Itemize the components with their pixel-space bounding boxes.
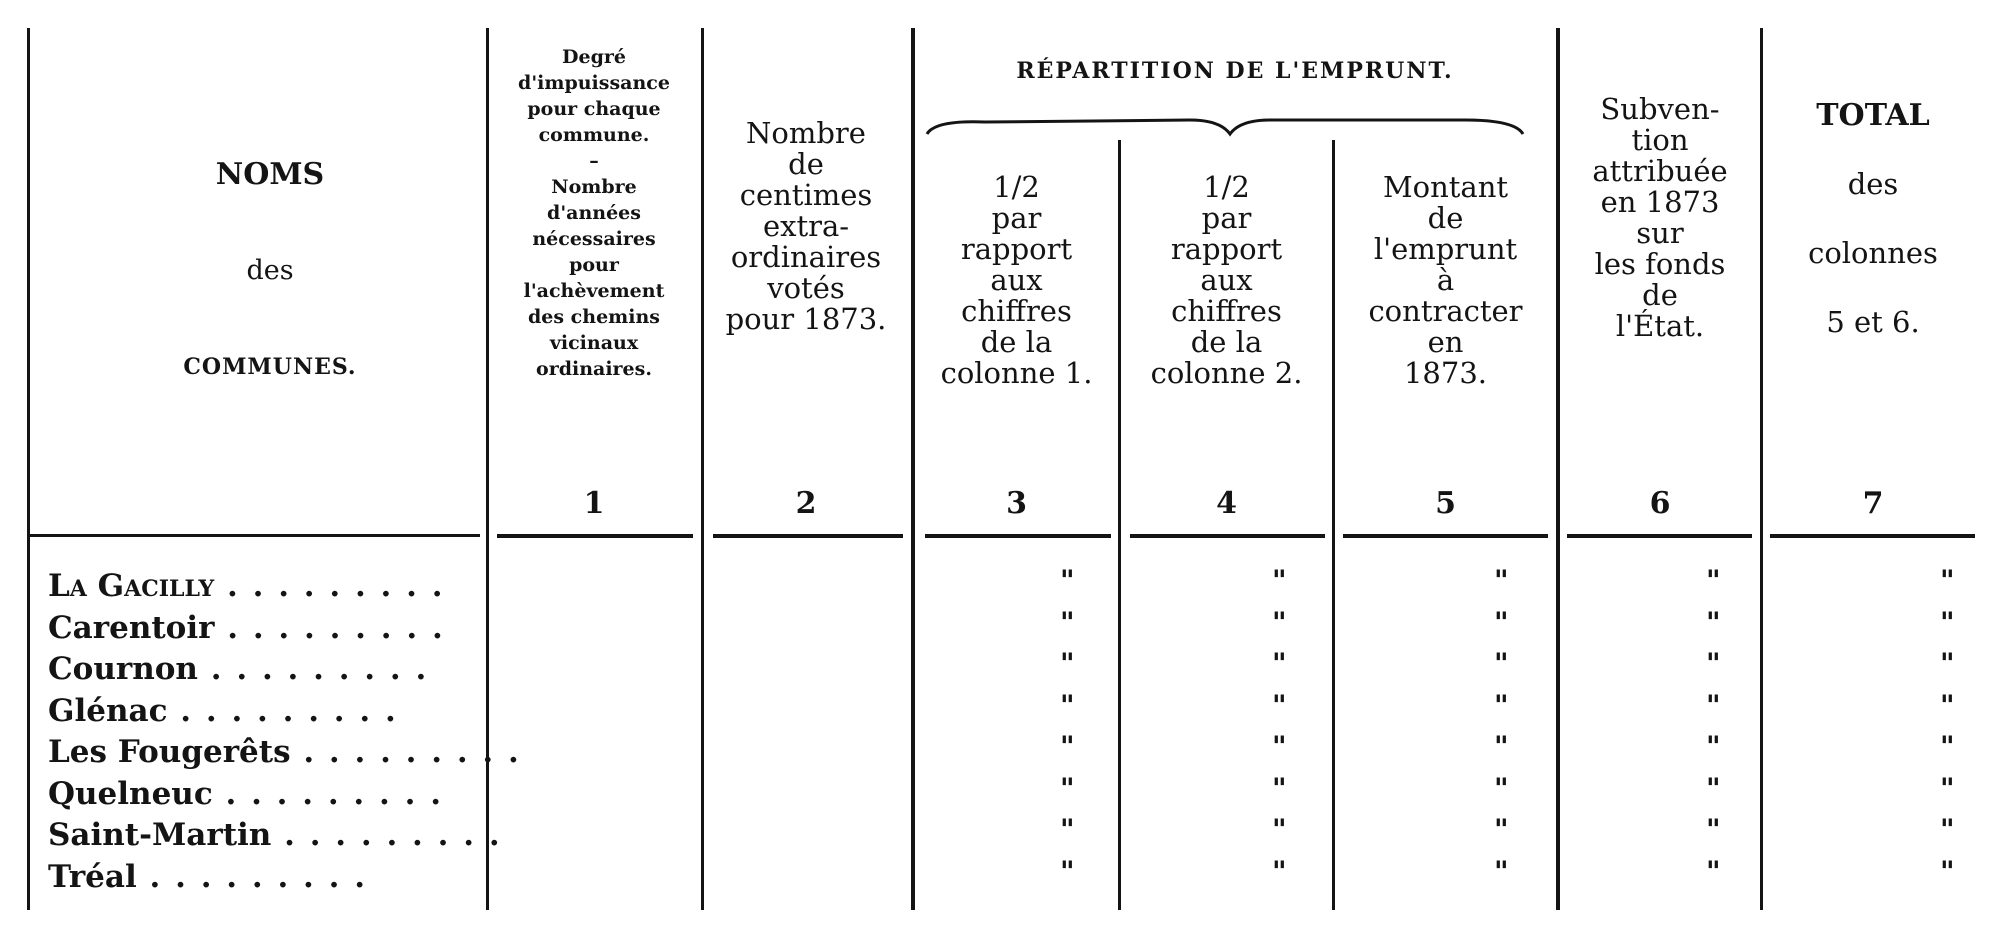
header-noms: [150, 155, 390, 383]
ditto-mark: ": [1706, 605, 1721, 639]
ditto-mark: ": [1060, 730, 1075, 763]
leader-dots: . . . . . . . . .: [214, 568, 445, 604]
header-col6-line: les fonds: [1594, 247, 1726, 281]
ditto-mark: ": [1060, 564, 1075, 597]
ditto-mark: ": [1706, 564, 1721, 597]
header-col4-line: rapport: [1170, 232, 1283, 266]
commune-name-text: Glénac: [48, 692, 168, 729]
header-rule: [1770, 534, 1975, 538]
leader-dots: . . . . . . . . .: [214, 609, 445, 646]
header-col4-line: colonne 2.: [1150, 356, 1303, 390]
column-rule: [486, 28, 489, 910]
ditto-mark: ": [1706, 813, 1721, 846]
column-number: 6: [1649, 486, 1671, 521]
ditto-mark: ": [1272, 813, 1287, 846]
header-col4-line: aux: [1200, 263, 1253, 297]
header-col5-line: de: [1427, 201, 1464, 235]
header-col6-line: sur: [1636, 216, 1684, 250]
ditto-mark: ": [1272, 688, 1287, 722]
ditto-mark: ": [1494, 854, 1509, 888]
header-col2-line: votés: [767, 271, 845, 305]
ditto-mark: ": [1940, 605, 1955, 639]
header-col1-line: ordinaires.: [536, 358, 652, 380]
header-rule: [1343, 534, 1548, 538]
commune-name-text: La Gacilly: [48, 568, 215, 604]
header-rule: [1567, 534, 1752, 538]
commune-name-text: Quelneuc: [48, 775, 213, 812]
header-col5-line: en: [1427, 325, 1464, 359]
commune-name: [48, 859, 478, 895]
header-col4: [1121, 172, 1332, 389]
header-col1-line: Nombre: [551, 176, 637, 198]
header-repartition: [918, 58, 1552, 84]
header-col1-line: d'impuissance: [518, 72, 670, 94]
column-number: 5: [1435, 486, 1456, 521]
ditto-mark: ": [1060, 605, 1075, 639]
header-rule: [925, 534, 1111, 538]
commune-name: [48, 817, 502, 853]
header-col5-line: 1873.: [1403, 356, 1488, 390]
header-col7-line: 5 et 6.: [1826, 305, 1920, 339]
ditto-mark: ": [1272, 647, 1287, 680]
header-rule: [497, 534, 693, 538]
header-col3-line: 1/2: [993, 170, 1040, 204]
header-col7-line: TOTAL: [1816, 98, 1930, 133]
ditto-mark: ": [1494, 771, 1509, 805]
header-col6-line: en 1873: [1600, 185, 1720, 219]
ditto-mark: ": [1940, 564, 1955, 597]
ditto-mark: ": [1494, 647, 1509, 680]
header-col1-line: vicinaux: [549, 332, 639, 354]
header-col2-line: centimes: [739, 178, 873, 212]
header-col1-line: pour: [569, 254, 619, 276]
leader-dots: . . . . . . . . .: [167, 692, 398, 729]
header-col7-line: des: [1847, 167, 1899, 201]
header-col5-line: contracter: [1368, 294, 1523, 328]
header-col3-line: par: [991, 201, 1042, 235]
ditto-mark: ": [1706, 854, 1721, 888]
ditto-mark: ": [1060, 647, 1075, 680]
ditto-mark: ": [1940, 688, 1955, 722]
header-col6-line: l'État.: [1615, 309, 1705, 343]
header-col4-line: 1/2: [1203, 170, 1250, 204]
commune-name: [48, 610, 478, 646]
header-rule: [30, 534, 480, 537]
column-number: 4: [1216, 486, 1237, 521]
header-noms-line: COMMUNES.: [183, 354, 357, 380]
header-col1-line: des chemins: [528, 306, 660, 328]
ditto-mark: ": [1272, 564, 1287, 597]
ditto-mark: ": [1060, 813, 1075, 846]
header-col1-line: –: [589, 150, 599, 172]
header-col5: [1335, 172, 1556, 389]
ditto-mark: ": [1060, 854, 1075, 888]
header-col3-line: aux: [990, 263, 1043, 297]
header-col3-line: rapport: [960, 232, 1073, 266]
column-rule: [911, 28, 915, 910]
ditto-mark: ": [1706, 730, 1721, 763]
ditto-mark: ": [1940, 647, 1955, 680]
header-col1-line: pour chaque: [527, 98, 661, 120]
header-col7-line: colonnes: [1808, 236, 1938, 270]
header-noms-line: NOMS: [215, 157, 325, 192]
ditto-mark: ": [1940, 771, 1955, 805]
header-repartition-title: RÉPARTITION DE L'EMPRUNT.: [1016, 58, 1454, 84]
ditto-mark: ": [1060, 688, 1075, 722]
header-col6-line: attribuée: [1592, 154, 1728, 188]
ditto-mark: ": [1272, 771, 1287, 805]
column-number: 2: [795, 486, 817, 521]
header-col2-line: extra-: [762, 209, 850, 243]
header-col5-line: à: [1436, 263, 1455, 297]
header-col2-line: Nombre: [746, 116, 866, 150]
repartition-brace: [925, 112, 1525, 142]
header-noms-line: des: [246, 255, 294, 286]
header-col5-line: Montant: [1382, 170, 1509, 204]
header-col1-line: d'années: [547, 202, 641, 224]
ditto-mark: ": [1272, 854, 1287, 888]
header-col6-line: Subven-: [1600, 92, 1720, 126]
commune-name: [48, 693, 478, 729]
commune-name-text: Tréal: [48, 858, 137, 895]
header-rule: [713, 534, 903, 538]
header-col3-line: colonne 1.: [940, 356, 1093, 390]
ditto-mark: ": [1940, 854, 1955, 888]
commune-name-text: Cournon: [48, 651, 198, 687]
header-col4-line: par: [1201, 201, 1252, 235]
ditto-mark: ": [1706, 647, 1721, 680]
header-rule: [1130, 534, 1325, 538]
header-col3-line: de la: [980, 325, 1053, 359]
header-col7: [1763, 100, 1983, 338]
ditto-mark: ": [1272, 605, 1287, 639]
commune-name-text: Saint-Martin: [48, 817, 272, 853]
header-col4-line: chiffres: [1171, 294, 1282, 328]
header-col1-line: commune.: [538, 124, 650, 146]
header-col2: [708, 118, 904, 335]
header-col2-line: ordinaires: [730, 240, 882, 274]
header-col3-line: chiffres: [961, 294, 1072, 328]
header-col5-line: l'emprunt: [1373, 232, 1518, 266]
header-col1: [492, 44, 696, 382]
ditto-mark: ": [1706, 688, 1721, 722]
header-col6-line: de: [1642, 278, 1678, 312]
leader-dots: . . . . . . . . .: [136, 858, 367, 895]
ditto-mark: ": [1494, 813, 1509, 846]
ditto-mark: ": [1706, 771, 1721, 805]
commune-name-text: Les Fougerêts: [48, 734, 291, 770]
ditto-mark: ": [1494, 688, 1509, 722]
header-col3: [915, 172, 1118, 389]
column-number: 7: [1862, 486, 1884, 521]
leader-dots: . . . . . . . . .: [290, 734, 521, 770]
ditto-mark: ": [1494, 564, 1509, 597]
header-col2-line: de: [788, 147, 824, 181]
column-number: 1: [583, 486, 605, 521]
leader-dots: . . . . . . . . .: [271, 817, 502, 853]
header-col4-line: de la: [1190, 325, 1263, 359]
header-col1-line: nécessaires: [532, 228, 656, 250]
commune-name: [48, 734, 521, 770]
commune-name: [48, 568, 478, 604]
commune-name-text: Carentoir: [48, 609, 215, 646]
ditto-mark: ": [1494, 730, 1509, 763]
column-number: 3: [1006, 486, 1027, 521]
header-col1-line: Degré: [562, 46, 626, 68]
commune-name: [48, 776, 478, 812]
header-col1-line: l'achèvement: [523, 280, 665, 302]
header-col6-line: tion: [1631, 123, 1689, 157]
ditto-mark: ": [1272, 730, 1287, 763]
ditto-mark: ": [1060, 771, 1075, 805]
leader-dots: . . . . . . . . .: [197, 651, 429, 687]
column-rule: [701, 28, 704, 910]
ditto-mark: ": [1940, 730, 1955, 763]
leader-dots: . . . . . . . . .: [212, 775, 443, 812]
header-col6: [1560, 94, 1760, 342]
table-left-border: [27, 28, 30, 910]
header-col2-line: pour 1873.: [725, 302, 887, 336]
ditto-mark: ": [1494, 605, 1509, 639]
ditto-mark: ": [1940, 813, 1955, 846]
commune-name: [48, 651, 478, 687]
